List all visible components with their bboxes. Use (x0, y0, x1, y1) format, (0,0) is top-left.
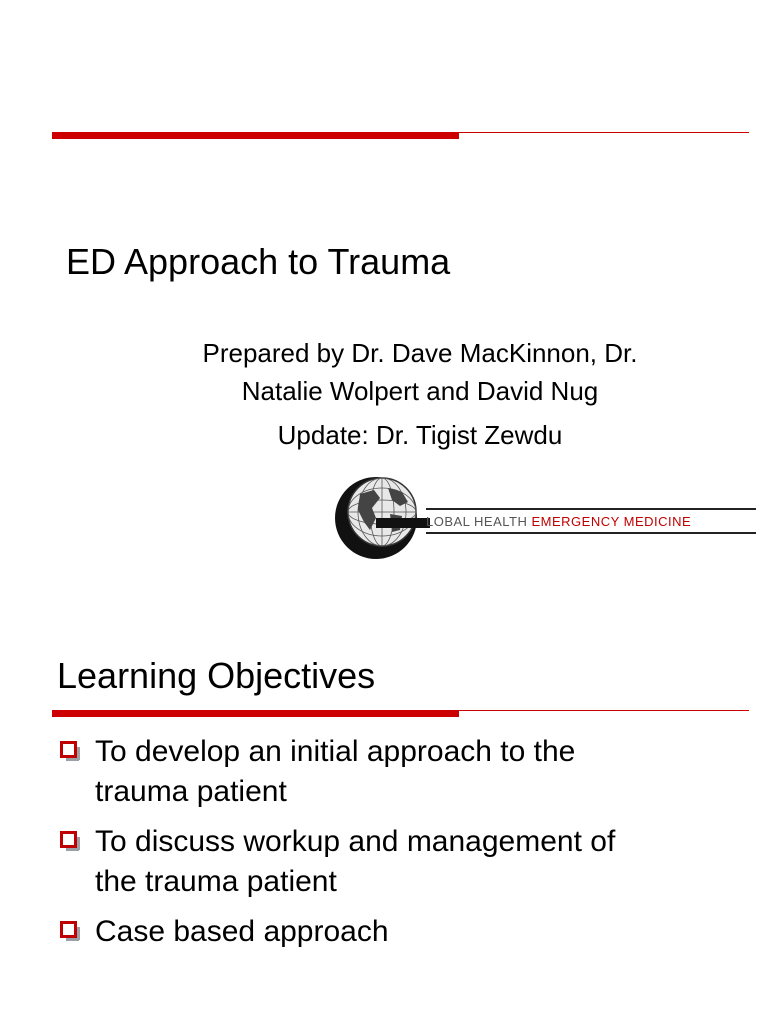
title-rule (52, 132, 749, 140)
rule-thick-segment (52, 132, 459, 139)
list-item (58, 822, 748, 902)
bullet-line: To develop an initial approach to the (95, 735, 576, 768)
logo-text-global-health: LOBAL HEALTH (426, 514, 532, 529)
logo-text-emergency-medicine: EMERGENCY MEDICINE (531, 514, 692, 529)
update-credit: Update: Dr. Tigist Zewdu (277, 420, 563, 450)
bullet-line: trauma patient (95, 775, 287, 808)
byline-line-2: Natalie Wolpert and David Nug (241, 376, 599, 406)
checkbox-bullet-icon (60, 831, 77, 848)
title-rule (52, 710, 749, 718)
bullet-line: To discuss workup and management of (95, 825, 616, 858)
slide-title: ED Approach to Trauma (66, 241, 451, 282)
objectives-list (58, 732, 748, 962)
logo-top-line (426, 508, 756, 510)
bullet-line: Case based approach (95, 915, 389, 948)
authors-byline (110, 334, 730, 410)
byline-line-1: Prepared by Dr. Dave MacKinnon, Dr. (202, 338, 638, 368)
list-item (58, 912, 748, 952)
rule-thick-segment (52, 710, 459, 717)
rule-thin-segment (459, 132, 749, 133)
bullet-line: the trauma patient (95, 865, 337, 898)
list-item (58, 732, 748, 812)
checkbox-bullet-icon (60, 921, 77, 938)
slide-title: Learning Objectives (57, 655, 376, 696)
checkbox-bullet-icon (60, 741, 77, 758)
rule-thin-segment (459, 710, 749, 711)
objectives-slide (0, 512, 768, 1024)
